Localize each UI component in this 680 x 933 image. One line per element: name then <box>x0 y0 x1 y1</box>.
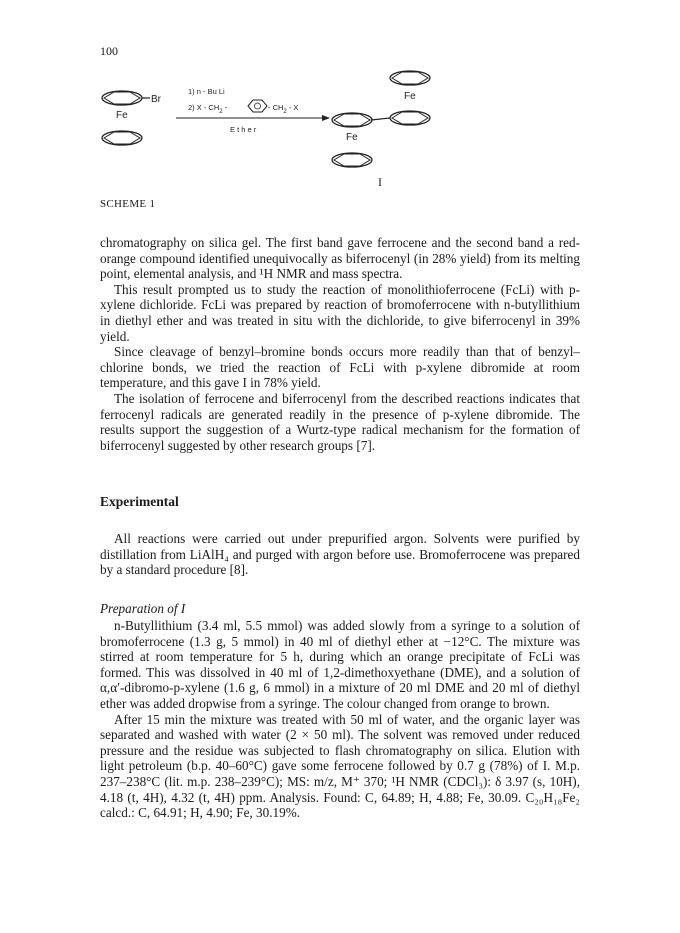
bromo-label: Br <box>151 94 161 105</box>
reaction-arrow <box>176 115 330 121</box>
compound-label: I <box>378 175 382 189</box>
preparation-subheading: Preparation of I <box>100 601 186 616</box>
reagent-step-2-tail: - $CH_2$ - X <box>268 103 299 115</box>
bromoferrocene-structure <box>102 91 162 145</box>
preparation-paragraph-2: After 15 min the mixture was treated with 50 ml of water, and the organic layer was separated and washed with water (2 × 50 ml). The solvent was removed under reduced pressure and the residue was subjected to flash chromatography on silica. Elution with light petroleum (b.p. 40–60°C) gave some ferrocene followed by 0.7 g (78%) of I. M.p. 237–238°C (lit. m.p. 238–239°C); MS: m/z, M⁺ 370; ¹H NMR (CDCl₃): δ 3.97 (s, 10H), 4.18 (t, 4H), 4.32 (t, 4H) ppm. Analysis. Found: C, 64.89; H, 4.88; Fe, 30.09. C₂₀H₁₈Fe₂ calcd.: C, 64.91; H, 4.90; Fe, 30.19%. <box>100 711 580 821</box>
iron-label-bottom: Fe <box>346 132 358 143</box>
paragraph-3: Since cleavage of benzyl–bromine bonds occurs more readily than that of benzyl–chlorine bonds, we tried the reaction of FcLi with p-xylene dibromide at room temperature, and this gave I in 78% yield. <box>100 344 580 391</box>
reagent-step-2: 2) X - $CH_2$ - <box>188 103 228 115</box>
reagent-step-1: 1) n - Bu Li <box>188 87 225 96</box>
experimental-heading: Experimental <box>100 494 179 509</box>
reaction-scheme <box>90 68 570 258</box>
discussion-text <box>100 235 580 453</box>
page-number: 100 <box>100 44 118 58</box>
solvent-label: E t h e r <box>230 125 257 134</box>
preparation-paragraph-1: n-Butyllithium (3.4 ml, 5.5 mmol) was added slowly from a syringe to a solution of bromoferrocene (1.3 g, 5 mmol) in 40 ml of diethyl ether at −12°C. The mixture was stirred at room temperature for 5 h, during which an orange precipitate of FcLi was formed. This was dissolved in 40 ml of 1,2-dimethoxyethane (DME), and a solution of α,α′-dibromo-p-xylene (1.6 g, 6 mmol) in a mixture of 20 ml DME and 20 ml of diethyl ether was added dropwise from a syringe. The colour changed from orange to brown. <box>100 618 580 711</box>
iron-label-left: Fe <box>116 110 128 121</box>
scheme-caption: SCHEME 1 <box>100 198 156 210</box>
experimental-intro-block <box>100 531 580 578</box>
experimental-intro: All reactions were carried out under prepurified argon. Solvents were purified by distillation from LiAlH₄ and purged with argon before use. Bromoferrocene was prepared by a standard procedure [8]. <box>100 531 580 578</box>
paragraph-2: This result prompted us to study the reaction of monolithioferrocene (FcLi) with p-xylene dichloride. FcLi was prepared by reaction of bromoferrocene with n-butyllithium in diethyl ether and was treated in situ with the dichloride, to give biferrocenyl in 39% yield. <box>100 281 580 344</box>
biferrocenyl-structure <box>332 71 430 167</box>
paragraph-4: The isolation of ferrocene and biferrocenyl from the described reactions indicates that ferrocenyl radicals are generated readily in the presence of p-xylene dibromide. The results support the suggestion of a Wurtz-type radical mechanism for the formation of biferrocenyl suggested by other research groups [7]. <box>100 390 580 453</box>
paragraph-1: chromatography on silica gel. The first band gave ferrocene and the second band a red-orange compound identified unequivocally as biferrocenyl (in 28% yield) from its melting point, elemental analysis, and ¹H NMR and mass spectra. <box>100 235 580 282</box>
scheme-drawing <box>90 68 570 258</box>
iron-label-top: Fe <box>404 91 416 102</box>
xylene-ring <box>248 100 267 112</box>
preparation-text <box>100 618 580 821</box>
